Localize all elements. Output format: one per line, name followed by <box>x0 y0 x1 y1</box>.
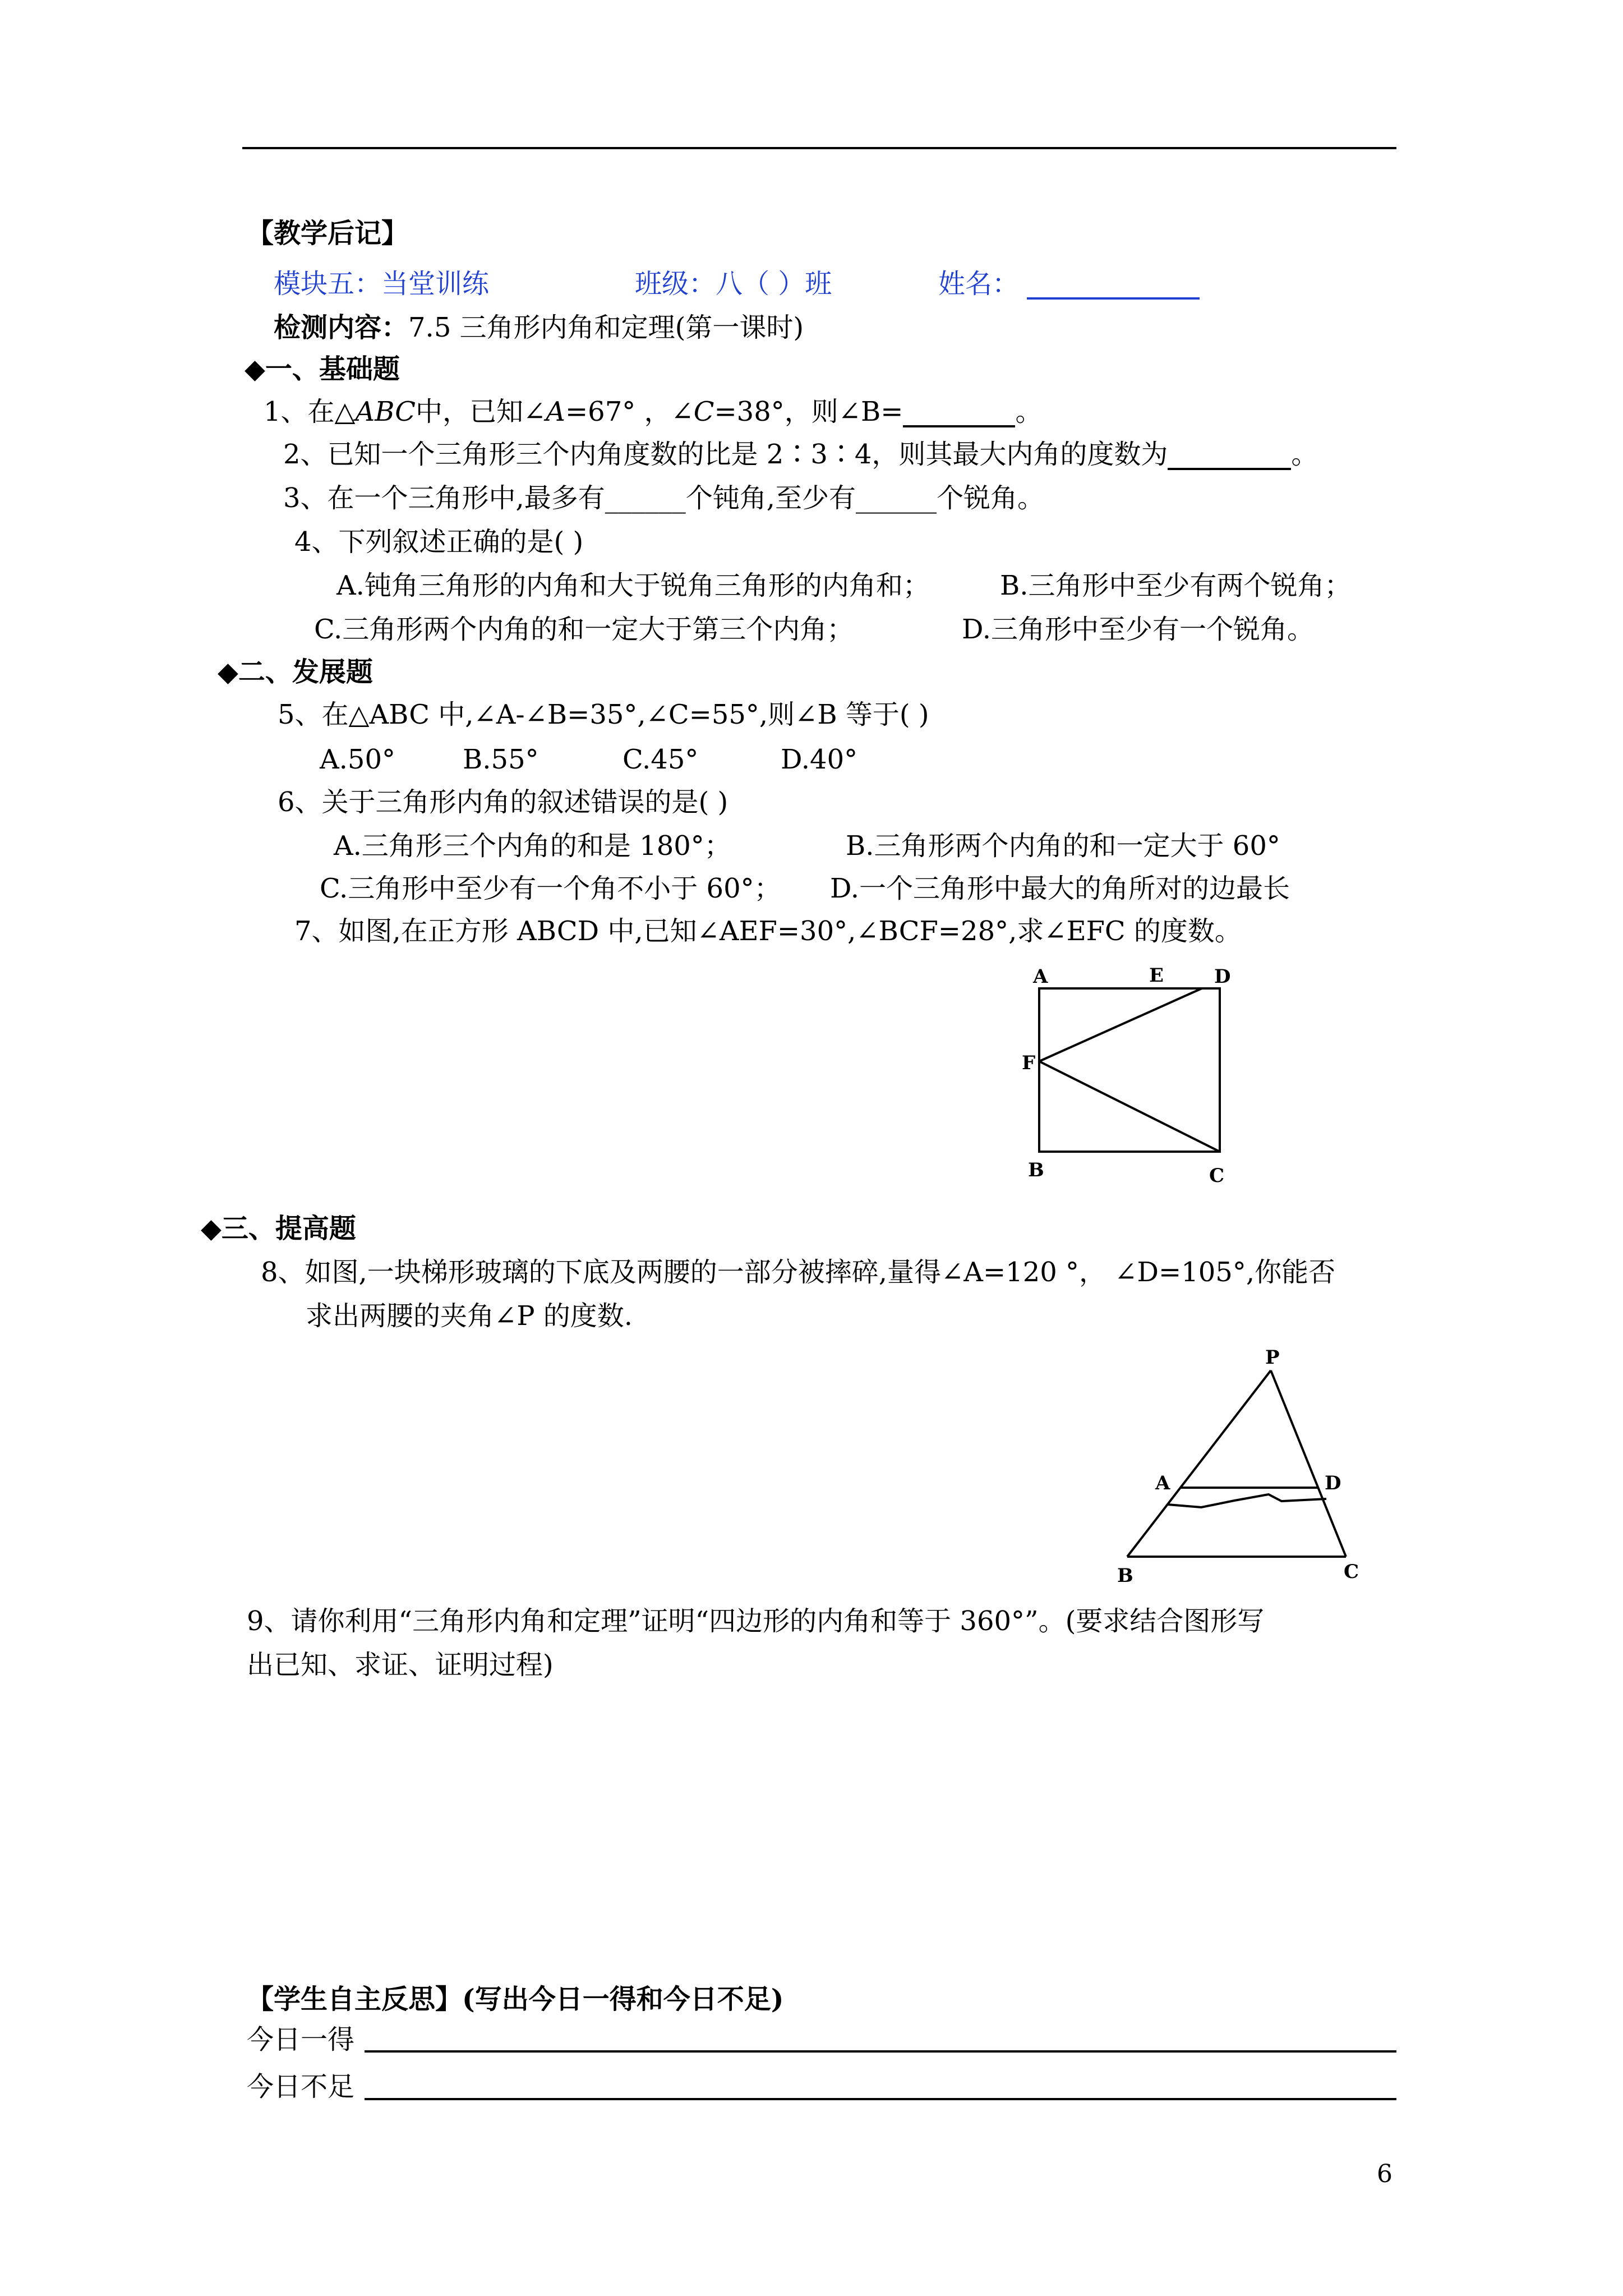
gain-label: 今日一得 <box>247 2024 355 2055</box>
detection-content: 7.5 三角形内角和定理(第一课时) <box>408 312 804 343</box>
question-4-option-b: B.三角形中至少有两个锐角； <box>1000 570 1352 601</box>
question-7: 7、如图,在正方形 ABCD 中,已知∠AEF=30°,∠BCF=28°,求∠EFC 的度数。 <box>294 915 1242 947</box>
section-development: ◆二、发展题 <box>218 656 373 688</box>
lack-label: 今日不足 <box>247 2071 355 2102</box>
segment-fc <box>1039 1061 1220 1152</box>
reflection-title: 【学生自主反思】(写出今日一得和今日不足) <box>247 1984 784 2015</box>
module-title: 模块五：当堂训练 <box>274 268 490 300</box>
question-5: 5、在△ABC 中,∠A-∠B=35°,∠C=55°,则∠B 等于( ) <box>278 699 929 730</box>
label-c: C <box>1344 1561 1359 1583</box>
question-5-option-a: A.50° <box>320 744 395 775</box>
trapezoid-figure <box>1099 1343 1368 1590</box>
question-5-option-d: D.40° <box>781 744 858 775</box>
gain-writing-line[interactable] <box>365 2050 1396 2053</box>
question-4-option-a: A.钝角三角形的内角和大于锐角三角形的内角和； <box>336 570 930 601</box>
label-e: E <box>1149 964 1164 987</box>
section-basic: ◆一、基础题 <box>245 353 400 385</box>
detection-label: 检测内容： <box>274 312 409 343</box>
question-6-option-a: A.三角形三个内角的和是 180°； <box>334 830 731 862</box>
lack-writing-line[interactable] <box>365 2098 1396 2100</box>
question-4-option-c: C.三角形两个内角的和一定大于第三个内角； <box>314 614 854 645</box>
question-1: 1、在△ABC中，已知∠A=67° ，∠C=38°，则∠B= 。 <box>264 396 1043 427</box>
header-rule <box>242 147 1396 149</box>
question-5-option-b: B.55° <box>463 744 539 775</box>
answer-blank-1[interactable] <box>903 398 1015 427</box>
question-8-line-2: 求出两腰的夹角∠P 的度数. <box>306 1300 633 1332</box>
name-blank[interactable] <box>1027 297 1200 300</box>
question-5-option-c: C.45° <box>623 744 699 775</box>
leg-pb <box>1127 1370 1271 1557</box>
teaching-notes-heading: 【教学后记】 <box>247 218 409 249</box>
question-6-option-d: D.一个三角形中最大的角所对的边最长 <box>830 873 1290 904</box>
question-9-line-2: 出已知、求证、证明过程) <box>247 1649 554 1681</box>
question-8-line-1: 8、如图,一块梯形玻璃的下底及两腰的一部分被摔碎,量得∠A=120 °， ∠D=105°,你能否 <box>261 1257 1336 1288</box>
segment-fe <box>1039 988 1202 1061</box>
label-b: B <box>1117 1565 1133 1587</box>
break-line <box>1168 1494 1326 1507</box>
label-f: F <box>1022 1052 1036 1074</box>
label-d: D <box>1214 965 1231 988</box>
question-3: 3、在一个三角形中,最多有______个钝角,至少有______个锐角。 <box>283 482 1045 514</box>
label-b: B <box>1028 1159 1044 1181</box>
leg-pc <box>1271 1370 1346 1557</box>
class-label: 班级：八（ ）班 <box>635 268 832 300</box>
question-6-option-b: B.三角形两个内角的和一定大于 60° <box>846 830 1280 862</box>
question-9-line-1: 9、请你利用“三角形内角和定理”证明“四边形的内角和等于 360°”。(要求结合图形写 <box>247 1605 1265 1637</box>
label-a: A <box>1033 965 1048 988</box>
question-4: 4、下列叙述正确的是( ) <box>294 526 584 558</box>
answer-blank-2[interactable] <box>1168 441 1291 470</box>
question-6: 6、关于三角形内角的叙述错误的是( ) <box>278 786 728 818</box>
name-label: 姓名： <box>938 268 1020 300</box>
label-d: D <box>1325 1472 1341 1494</box>
label-c: C <box>1209 1165 1225 1187</box>
question-2: 2、已知一个三角形三个内角度数的比是 2∶3∶4，则其最大内角的度数为 。 <box>283 439 1318 470</box>
page-number: 6 <box>1377 2160 1393 2188</box>
section-advanced: ◆三、提高题 <box>201 1213 356 1244</box>
question-6-option-c: C.三角形中至少有一个角不小于 60°； <box>320 873 781 904</box>
square-outline <box>1039 988 1220 1152</box>
label-p: P <box>1265 1346 1280 1369</box>
question-4-option-d: D.三角形中至少有一个锐角。 <box>962 614 1315 645</box>
square-figure <box>1009 959 1245 1195</box>
label-a: A <box>1155 1472 1170 1494</box>
